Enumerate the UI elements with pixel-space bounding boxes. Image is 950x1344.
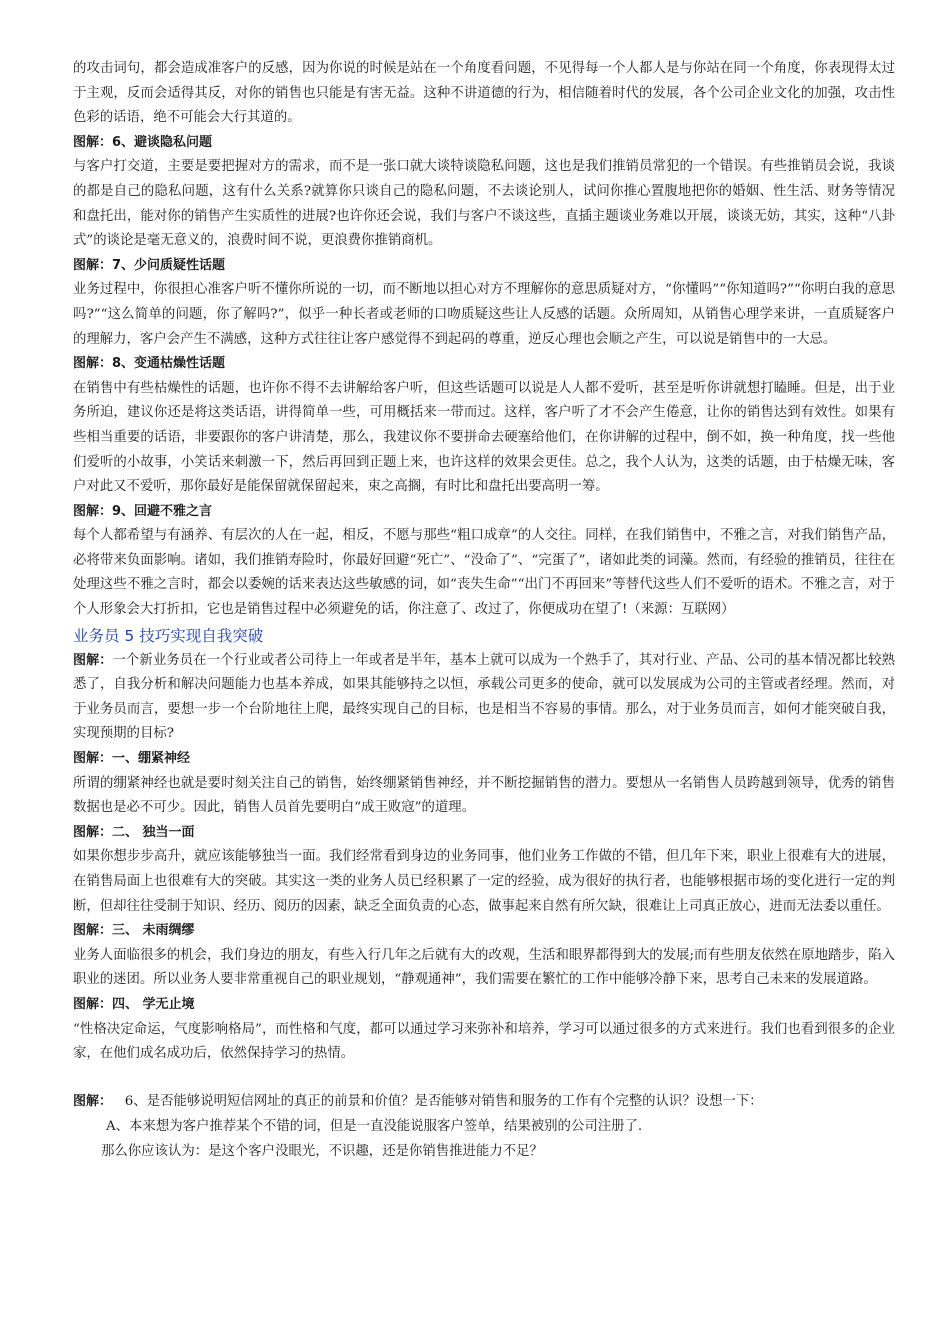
section-heading: 图解：9、回避不雅之言	[73, 503, 213, 519]
section-heading: 图解：四、 学无止境	[73, 996, 195, 1012]
lead-paragraph	[73, 649, 895, 747]
section-heading: 图解：7、少问质疑性话题	[73, 257, 226, 273]
section-heading: 图解：8、变通枯燥性话题	[73, 356, 226, 372]
paragraph: “性格决定命运，气度影响格局”，而性格和气度，都可以通过学习来弥补和培养，学习可以通过很多的方式来进行。我们也看到很多的企业家，在他们成名成功后，依然保持学习的热情。	[73, 1021, 895, 1062]
paragraph: 在销售中有些枯燥性的话题，也许你不得不去讲解给客户听，但这些话题可以说是人人都不爱听，甚至是听你讲就想打瞌睡。但是，出于业务所迫，建议你还是将这类话语，讲得简单一些，可用概括来一带而过。这样，客户听了才不会产生倦意，让你的销售达到有效性。如果有些相当重要的话语，非要跟你的客户讲清楚，那么，我建议你不要拼命去硬塞给他们，在你讲解的过程中，倒不如，换一种角度，找一些他们爱听的小故事，小笑话来刺激一下，然后再回到正题上来，也许这样的效果会更佳。总之，我个人认为，这类的话题，由于枯燥无味，客户对此又不爱听，那你最好是能保留就保留起来，束之高搁，有时比和盘托出要高明一筹。	[73, 380, 895, 495]
reflection-line: 那么你应该认为：是这个客户没眼光，不识趣，还是你销售推进能力不足？	[101, 1143, 543, 1159]
section-heading: 图解：6、避谈隐私问题	[73, 134, 213, 150]
paragraph: 的攻击词句，都会造成准客户的反感，因为你说的时候是站在一个角度看问题，不见得每一个人都人是与你站在同一个角度，你表现得太过于主观，反而会适得其反，对你的销售也只能是有害无益。这种不讲道德的行为，相信随着时代的发展，各个公司企业文化的加强，攻击性色彩的话语，绝不可能会大行其道的。	[73, 61, 895, 126]
paragraph: 如果你想步步高升，就应该能够独当一面。我们经常看到身边的业务同事，他们业务工作做的不错，但几年下来，职业上很难有大的进展，在销售局面上也很难有大的突破。其实这一类的业务人员已经积累了一定的经验，成为很好的执行者，也能够根据市场的变化进行一定的判断，但却往往受制于知识、经历、阅历的因素，缺乏全面负责的心态，做事起来自然有所欠缺，很难让上司真正放心，进而无法委以重任。	[73, 849, 895, 914]
section-heading: 图解：一、绷紧神经	[73, 751, 191, 767]
paragraph: 每个人都希望与有涵养、有层次的人在一起，相反，不愿与那些“粗口成章”的人交往。同样，在我们销售中，不雅之言，对我们销售产品，必将带来负面影响。诸如，我们推销寿险时，你最好回避“死亡”、“没命了”、“完蛋了”，诸如此类的词藻。然而，有经验的推销员，往往在处理这些不雅之言时，都会以委婉的话来表达这些敏感的词，如“丧失生命”“出门不再回来”等替代这些人们不爱听的语术。不雅之言，对于个人形象会大打折扣，它也是销售过程中必须避免的话，你注意了、改过了，你便成功在望了!（来源：互联网）	[73, 528, 895, 618]
paragraph: 业务过程中，你很担心准客户听不懂你所说的一切，而不断地以担心对方不理解你的意思质疑对方，“你懂吗”“你知道吗?”“你明白我的意思吗?”“这么简单的问题，你了解吗?”，似乎一种长者或老师的口吻质疑这些让人反感的话题。众所周知，从销售心理学来讲，一直质疑客户的理解力，客户会产生不满感，这种方式往往让客户感觉得不到起码的尊重，逆反心理也会顺之产生，可以说是销售中的一大忌。	[73, 282, 895, 347]
scenario-line: A、本来想为客户推荐某个不错的词，但是一直没能说服客户签单，结果被别的公司注册了.	[106, 1118, 643, 1134]
article-title: 业务员 5 技巧实现自我突破	[73, 626, 264, 645]
section-heading: 图解：三、 未雨绸缪	[73, 923, 195, 939]
question-text: 6、是否能够说明短信网址的真正的前景和价值？是否能够对销售和服务的工作有个完整的认识？设想一下：	[112, 1093, 763, 1109]
paragraph-text: 一个新业务员在一个行业或者公司待上一年或者是半年，基本上就可以成为一个熟手了，其对行业、产品、公司的基本情况都比较熟悉了，自我分析和解决问题能力也基本养成，如果其能够持之以恒，承载公司更多的使命，就可以发展成为公司的主管或者经理。然而，对于业务员而言，要想一步一个台阶地往上爬，最终实现自己的目标，也是相当不容易的事情。那么，对于业务员而言，如何才能突破自我，实现预期的目标?	[73, 652, 895, 742]
paragraph-lead: 图解：	[73, 652, 113, 668]
paragraph: 与客户打交道，主要是要把握对方的需求，而不是一张口就大谈特谈隐私问题，这也是我们推销员常犯的一个错误。有些推销员会说，我谈的都是自己的隐私问题，这有什么关系?就算你只谈自己的隐私问题，不去谈论别人，试问你推心置腹地把你的婚姻、性生活、财务等情况和盘托出，能对你的销售产生实质性的进展?也许你还会说，我们与客户不谈这些，直插主题谈业务难以开展，谈谈无妨，其实，这种“八卦式”的谈论是毫无意义的，浪费时间不说，更浪费你推销商机。	[73, 159, 895, 249]
section-heading: 图解：二、 独当一面	[73, 824, 195, 840]
question-lead: 图解：	[73, 1093, 113, 1109]
spacer	[73, 1067, 895, 1089]
question-line	[73, 1089, 895, 1114]
paragraph: 所谓的绷紧神经也就是要时刻关注自己的销售，始终绷紧销售神经，并不断挖掘销售的潜力。要想从一名销售人员跨越到领导，优秀的销售数据也是必不可少。因此，销售人员首先要明白“成王败寇”的道理。	[73, 775, 895, 816]
paragraph: 业务人面临很多的机会，我们身边的朋友，有些入行几年之后就有大的改观，生活和眼界都得到大的发展;而有些朋友依然在原地踏步，陷入职业的迷团。所以业务人要非常重视自己的职业规划，“静观通神”，我们需要在繁忙的工作中能够冷静下来，思考自己未来的发展道路。	[73, 947, 895, 988]
document-page	[73, 57, 895, 1164]
